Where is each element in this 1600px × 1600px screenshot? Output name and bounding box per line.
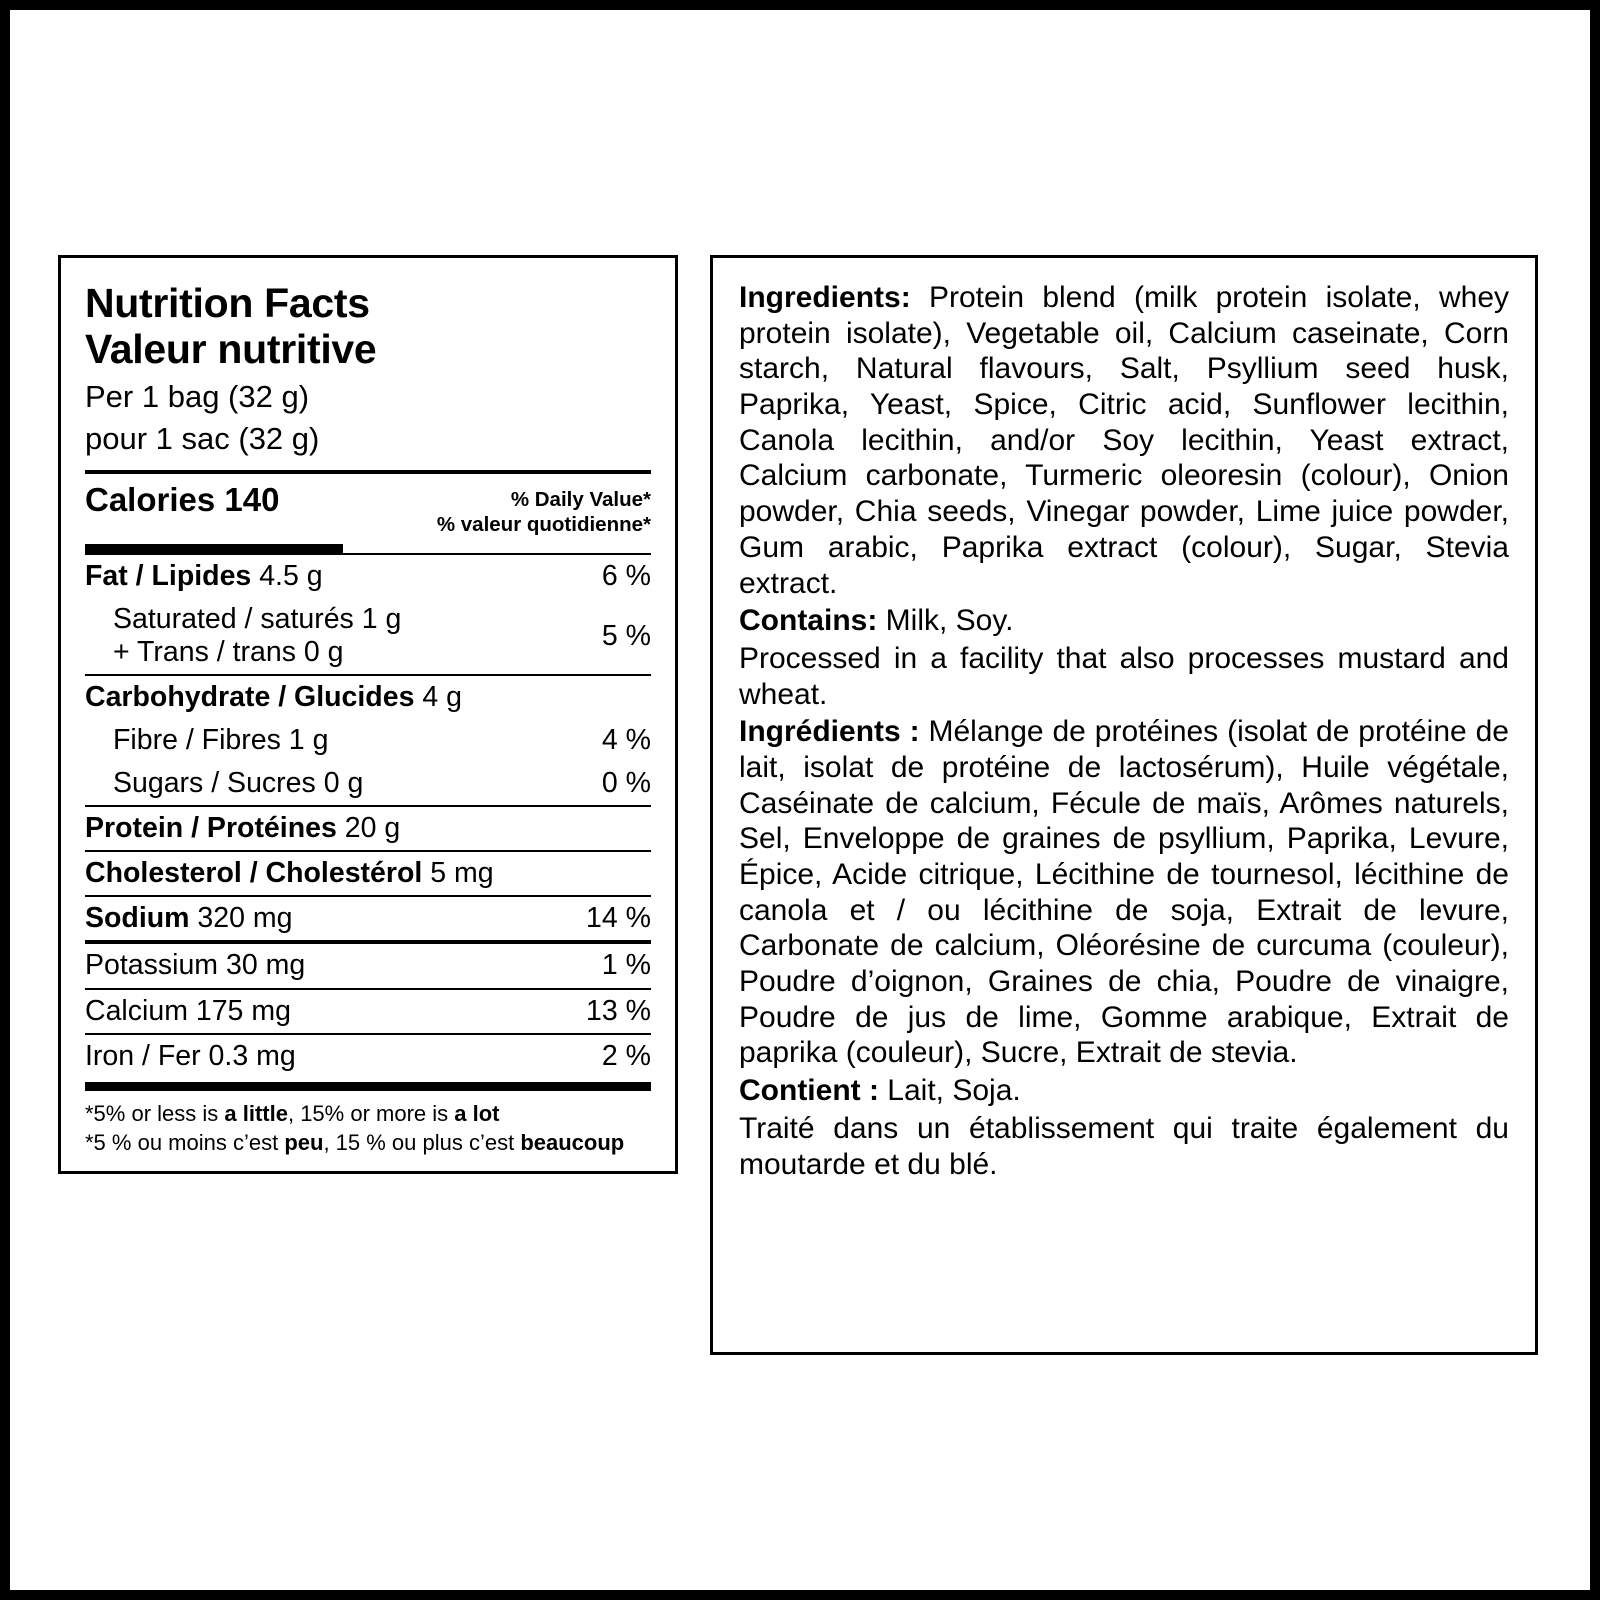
nutrition-facts-panel (58, 255, 678, 1174)
nutrient-label: Saturated / saturés (113, 603, 354, 636)
footnote-en: *5% or less is a little, 15% or more is a lot (85, 1100, 500, 1126)
table-row (85, 851, 651, 896)
nutrient-amount: 30 mg (225, 949, 306, 982)
table-row (85, 762, 651, 806)
nutrient-percent: 5 % (601, 619, 651, 652)
table-row (85, 1034, 651, 1078)
daily-value-header-en: % Daily Value* (510, 487, 651, 511)
nutrient-amount: 0 g (303, 636, 344, 669)
ingredients-fr-text: Mélange de protéines (isolat de protéine de lait, isolat de protéine de lactosérum), Huile végétale, Caséinate de calcium, Fécule de maïs, Arômes naturels, Sel, Enveloppe de graines de psyllium, Paprika, Levure, Épice, Acide citrique, Lécithine de tournesol, lécithine de canola et / ou lécithine de soja, Extrait de levure, Carbonate de calcium, Oléorésine de curcuma (couleur), Poudre d’oignon, Graines de chia, Poudre de vinaigre, Poudre de jus de lime, Gomme arabique, Extrait de paprika (couleur), Sucre, Extrait de stevia. (739, 715, 1509, 1070)
contains-en-label: Contains: (739, 604, 878, 638)
table-row (85, 554, 651, 598)
nutrient-amount: 1 g (361, 603, 402, 636)
facility-statement-en: Processed in a facility that also processes mustard and wheat. (739, 641, 1509, 711)
ingredients-en-text: Protein blend (milk protein isolate, whey protein isolate), Vegetable oil, Calcium caseinate, Corn starch, Natural flavours, Salt, Psyllium seed husk, Paprika, Yeast, Spice, Citric acid, Sunflower lecithin, Canola lecithin, and/or Soy lecithin, Yeast extract, Calcium carbonate, Turmeric oleoresin (colour), Onion powder, Chia seeds, Vinegar powder, Lime juice powder, Gum arabic, Paprika extract (colour), Sugar, Stevia extract. (739, 281, 1509, 600)
nutrient-percent: 4 % (601, 724, 651, 757)
nutrient-percent (541, 806, 651, 851)
contient-fr-text: Lait, Soja. (878, 1074, 1021, 1108)
nutrient-percent: 0 % (601, 767, 651, 800)
table-row (85, 806, 651, 851)
nutrient-label: Fat / Lipides (85, 560, 252, 593)
contient-fr (739, 1073, 1509, 1109)
footnote-fr: *5 % ou moins c’est peu, 15 % ou plus c’est beaucoup (85, 1129, 625, 1155)
nutrient-amount: 4.5 g (259, 560, 323, 593)
nutrient-amount: 175 mg (195, 994, 291, 1027)
nutrient-percent (541, 851, 651, 896)
daily-value-header-fr: % valeur quotidienne* (436, 513, 651, 537)
nutrient-amount: 0.3 mg (208, 1039, 296, 1072)
ingredients-en-label: Ingredients: (739, 281, 911, 314)
nutrient-label: Protein / Protéines (85, 812, 337, 845)
table-row (85, 719, 651, 762)
nutrient-percent (541, 675, 651, 719)
nutrition-title-fr: Valeur nutritive (85, 326, 377, 373)
table-row (85, 675, 651, 719)
nutrient-label: Carbohydrate / Glucides (85, 681, 415, 714)
nutrient-label: Sugars / Sucres (113, 767, 316, 800)
ingredients-fr-label: Ingrédients : (739, 715, 920, 749)
nutrient-label: + Trans / trans (113, 636, 296, 669)
calories-underline (85, 544, 343, 553)
nutrient-label: Calcium (85, 994, 188, 1027)
nutrient-amount: 0 g (323, 767, 364, 800)
table-row (85, 896, 651, 942)
nutrient-label: Potassium (85, 949, 219, 982)
nutrient-amount: 1 g (288, 724, 329, 757)
facility-statement-fr: Traité dans un établissement qui traite également du moutarde et du blé. (739, 1111, 1509, 1181)
nutrient-percent: 14 % (541, 896, 651, 942)
serving-size-fr: pour 1 sac (32 g) (85, 421, 320, 457)
nutrient-amount: 5 mg (430, 857, 494, 890)
contient-fr-label: Contient : (739, 1074, 879, 1108)
contains-en (739, 603, 1509, 639)
serving-size-en: Per 1 bag (32 g) (85, 378, 310, 414)
divider-above-footnotes (85, 1082, 651, 1091)
nutrient-table (85, 553, 651, 1078)
nutrient-percent: 13 % (541, 989, 651, 1034)
nutrient-label: Sodium (85, 902, 190, 935)
nutrient-amount: 4 g (422, 681, 462, 714)
ingredients-fr (739, 714, 1509, 1071)
ingredients-en (739, 280, 1509, 601)
nutrient-percent: 1 % (541, 942, 651, 988)
contains-en-text: Milk, Soy. (877, 604, 1014, 638)
calories-row (85, 481, 651, 538)
nutrient-label: Iron / Fer (85, 1039, 201, 1072)
nutrient-label: Fibre / Fibres (113, 724, 281, 757)
footnotes (85, 1091, 651, 1157)
nutrient-label: Cholesterol / Cholestérol (85, 857, 423, 890)
table-row (85, 598, 651, 636)
daily-value-header (437, 481, 651, 538)
calories-label: Calories 140 (85, 480, 280, 518)
table-row (85, 989, 651, 1034)
nutrient-percent: 6 % (541, 554, 651, 598)
nutrient-percent: 2 % (541, 1034, 651, 1078)
nutrient-amount: 320 mg (197, 902, 293, 935)
nutrition-title-en: Nutrition Facts (85, 280, 370, 326)
table-row (85, 942, 651, 988)
nutrient-amount: 20 g (344, 812, 401, 845)
ingredients-panel (710, 255, 1538, 1355)
divider-above-calories (85, 470, 651, 474)
